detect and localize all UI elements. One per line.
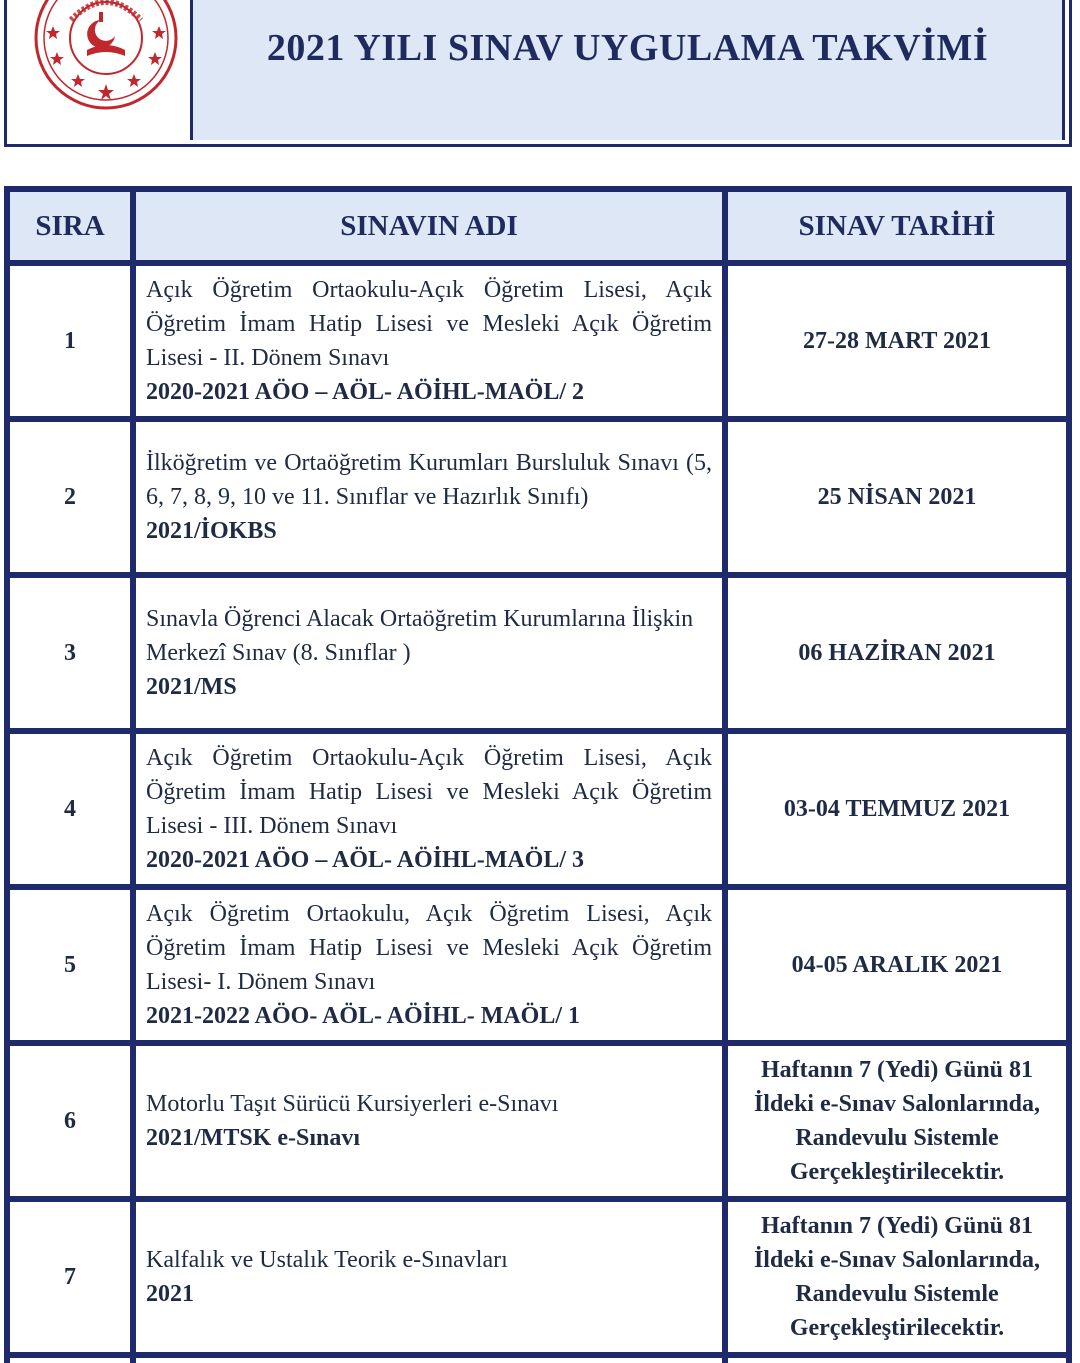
row-number: 6 (7, 1043, 133, 1199)
page-title: 2021 YILI SINAV UYGULAMA TAKVİMİ (266, 27, 989, 69)
exam-name-cell (133, 575, 725, 731)
exam-name-cell (133, 419, 725, 575)
row-number: 1 (7, 263, 133, 419)
exam-date: 03-04 TEMMUZ 2021 (725, 731, 1069, 887)
exam-code: 2020-2021 AÖO – AÖL- AÖİHL-MAÖL/ 3 (146, 847, 585, 873)
exam-name: Kalfalık ve Ustalık Teorik e-Sınavları (146, 1247, 508, 1273)
exam-date: 25 NİSAN 2021 (725, 419, 1069, 575)
exam-date: 04-05 ARALIK 2021 (725, 887, 1069, 1043)
exam-code: 2021/MTSK e-Sınavı (146, 1125, 361, 1151)
table-header-row (7, 189, 1069, 263)
exam-schedule-table (4, 186, 1072, 1363)
exam-code: 2021/İOKBS (146, 518, 277, 544)
column-header-sinavin-adi: SINAVIN ADI (133, 189, 725, 263)
exam-date: Haftanın 7 (Yedi) Günü 81 İldeki e-Sınav Salonlarında, Randevulu Sistemle Gerçekleştirilecektir. (725, 1199, 1069, 1355)
exam-name-cell (133, 1199, 725, 1355)
exam-name-cell (133, 263, 725, 419)
exam-date: 06 HAZİRAN 2021 (725, 575, 1069, 731)
table-row (7, 575, 1069, 731)
column-header-sinav-tarihi: SINAV TARİHİ (725, 189, 1069, 263)
exam-name: İlköğretim ve Ortaöğretim Kurumları Bursluluk Sınavı (5, 6, 7, 8, 9, 10 ve 11. Sınıflar ve Hazırlık Sınıfı) (146, 450, 712, 510)
title-cell (190, 0, 1065, 140)
row-number: 7 (7, 1199, 133, 1355)
header (4, 0, 1072, 147)
exam-name: Açık Öğretim Ortaokulu-Açık Öğretim Lisesi, Açık Öğretim İmam Hatip Lisesi ve Mesleki Açık Öğretim Lisesi - II. Dönem Sınavı (146, 277, 712, 371)
table-row (7, 1199, 1069, 1355)
table-row (7, 419, 1069, 575)
cut-off-cell (133, 1355, 725, 1363)
exam-name-cell (133, 731, 725, 887)
exam-name: Açık Öğretim Ortaokulu, Açık Öğretim Lisesi, Açık Öğretim İmam Hatip Lisesi ve Mesleki Açık Öğretim Lisesi- I. Dönem Sınavı (146, 901, 712, 995)
exam-code: 2021-2022 AÖO- AÖL- AÖİHL- MAÖL/ 1 (146, 1003, 581, 1029)
exam-name: Motorlu Taşıt Sürücü Kursiyerleri e-Sınavı (146, 1091, 559, 1117)
exam-code: 2020-2021 AÖO – AÖL- AÖİHL-MAÖL/ 2 (146, 379, 585, 405)
exam-date: 27-28 MART 2021 (725, 263, 1069, 419)
exam-name: Açık Öğretim Ortaokulu-Açık Öğretim Lisesi, Açık Öğretim İmam Hatip Lisesi ve Mesleki Açık Öğretim Lisesi - III. Dönem Sınavı (146, 745, 712, 839)
table-row (7, 731, 1069, 887)
column-header-sira: SIRA (7, 189, 133, 263)
exam-code: 2021/MS (146, 674, 237, 700)
exam-name-cell (133, 1043, 725, 1199)
cut-off-cell (725, 1355, 1069, 1363)
table-row (7, 263, 1069, 419)
exam-date: Haftanın 7 (Yedi) Günü 81 İldeki e-Sınav Salonlarında, Randevulu Sistemle Gerçekleştirilecektir. (725, 1043, 1069, 1199)
row-number: 5 (7, 887, 133, 1043)
row-number: 2 (7, 419, 133, 575)
exam-name: Sınavla Öğrenci Alacak Ortaöğretim Kurumlarına İlişkin Merkezî Sınav (8. Sınıflar ) (146, 606, 694, 666)
row-number: 4 (7, 731, 133, 887)
table-row-cut-off (7, 1355, 1069, 1363)
logo-cell (13, 0, 185, 140)
row-number: 3 (7, 575, 133, 731)
exam-name-cell (133, 887, 725, 1043)
meb-logo (31, 0, 181, 118)
table-row (7, 1043, 1069, 1199)
cut-off-cell (7, 1355, 133, 1363)
exam-code: 2021 (146, 1281, 194, 1307)
table-row (7, 887, 1069, 1043)
